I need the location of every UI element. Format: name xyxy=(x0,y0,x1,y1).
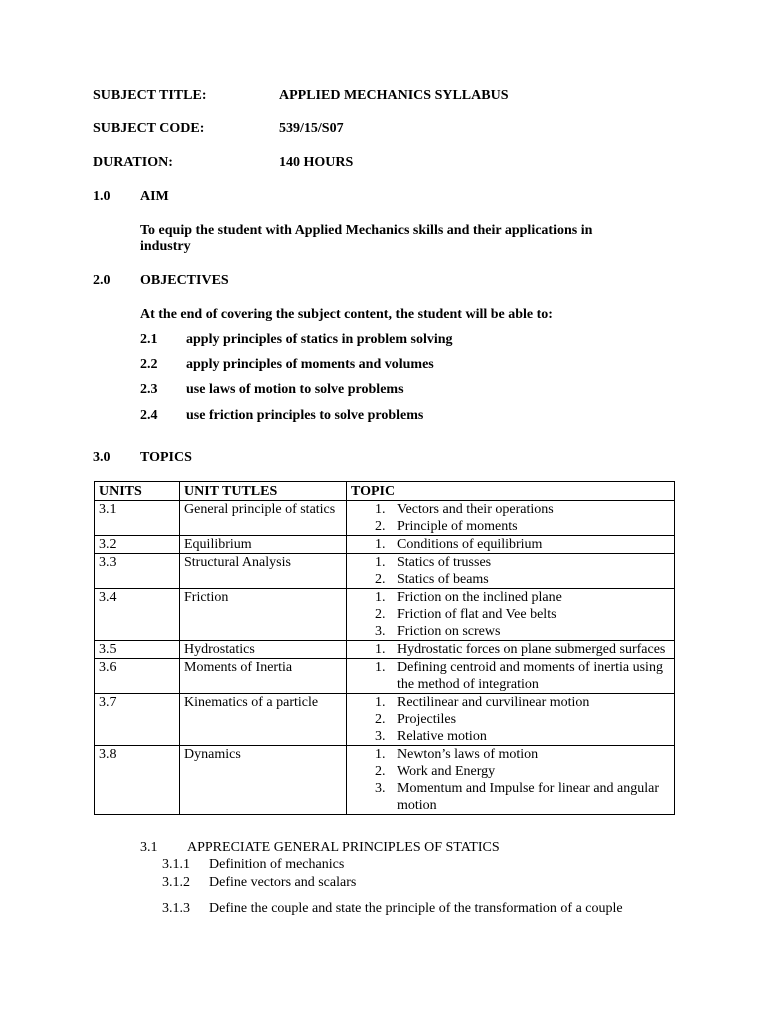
objective-text: use friction principles to solve problems xyxy=(186,408,424,423)
subsection-number: 3.1.1 xyxy=(162,857,190,872)
table-row xyxy=(95,694,675,746)
unit-title: General principle of statics xyxy=(180,501,347,536)
unit-title: Dynamics xyxy=(180,746,347,815)
objective-number: 2.1 xyxy=(140,332,158,347)
topic-text: Work and Energy xyxy=(397,764,496,779)
topic-item: 1. Friction on the inclined plane xyxy=(375,590,562,605)
unit-title: Moments of Inertia xyxy=(180,659,347,694)
subsection-text: Define vectors and scalars xyxy=(209,875,357,890)
subject-code-label: SUBJECT CODE: xyxy=(93,121,205,136)
topic-item: 1. Newton’s laws of motion xyxy=(375,747,539,762)
subsection-number: 3.1.3 xyxy=(162,901,190,916)
topic-text: Friction on screws xyxy=(397,624,501,639)
topic-item: 3. Relative motion xyxy=(375,729,487,744)
subject-title-label: SUBJECT TITLE: xyxy=(93,88,207,103)
topics-number: 3.0 xyxy=(93,450,111,465)
objective-number: 2.2 xyxy=(140,357,158,372)
topic-text: Projectiles xyxy=(397,712,457,727)
objective-number: 2.4 xyxy=(140,408,158,423)
table-row xyxy=(95,589,675,641)
table-row xyxy=(95,641,675,659)
subject-title-value: APPLIED MECHANICS SYLLABUS xyxy=(279,88,509,103)
unit-number: 3.2 xyxy=(95,536,180,554)
objective-text: apply principles of moments and volumes xyxy=(186,357,434,372)
aim-number: 1.0 xyxy=(93,189,111,204)
topic-cell xyxy=(347,694,675,746)
aim-text-line2: industry xyxy=(140,239,191,254)
topic-text: Friction on the inclined plane xyxy=(397,590,562,605)
topic-cell xyxy=(347,501,675,536)
unit-title: Hydrostatics xyxy=(180,641,347,659)
topic-item: 1. Conditions of equilibrium xyxy=(375,537,543,552)
section-number: 3.1 xyxy=(140,840,158,855)
topic-item: 2. Work and Energy xyxy=(375,764,496,779)
subsection-text: Define the couple and state the principle of the transformation of a couple xyxy=(209,901,623,916)
topic-item: 1. Vectors and their operations xyxy=(375,502,554,517)
topic-cell xyxy=(347,554,675,589)
unit-title: Equilibrium xyxy=(180,536,347,554)
objectives-number: 2.0 xyxy=(93,273,111,288)
topic-item: 1. Hydrostatic forces on plane submerged surfaces xyxy=(375,642,666,657)
table-row xyxy=(95,501,675,536)
objective-text: use laws of motion to solve problems xyxy=(186,382,404,397)
unit-number: 3.5 xyxy=(95,641,180,659)
column-header-units: UNITS xyxy=(95,482,180,501)
column-header-unit-titles: UNIT TUTLES xyxy=(180,482,347,501)
table-row xyxy=(95,659,675,694)
topic-item: 3. Friction on screws xyxy=(375,624,501,639)
topic-text: Statics of trusses xyxy=(397,555,492,570)
topics-heading: TOPICS xyxy=(140,450,192,465)
topic-item: 2. Statics of beams xyxy=(375,572,489,587)
unit-number: 3.6 xyxy=(95,659,180,694)
unit-number: 3.3 xyxy=(95,554,180,589)
section-heading: APPRECIATE GENERAL PRINCIPLES OF STATICS xyxy=(187,840,500,855)
subsection-number: 3.1.2 xyxy=(162,875,190,890)
table-row xyxy=(95,554,675,589)
objective-text: apply principles of statics in problem solving xyxy=(186,332,453,347)
topic-text: Momentum and Impulse for linear and angular motion xyxy=(397,781,660,813)
duration-label: DURATION: xyxy=(93,155,173,170)
unit-number: 3.7 xyxy=(95,694,180,746)
topic-item: 2. Friction of flat and Vee belts xyxy=(375,607,557,622)
topic-item: 3. Momentum and Impulse for linear and angular motion xyxy=(375,781,660,813)
topic-cell xyxy=(347,536,675,554)
topic-text: Rectilinear and curvilinear motion xyxy=(397,695,590,710)
topics-table xyxy=(94,481,675,815)
objectives-heading: OBJECTIVES xyxy=(140,273,229,288)
unit-title: Structural Analysis xyxy=(180,554,347,589)
table-row xyxy=(95,746,675,815)
topic-item: 2. Principle of moments xyxy=(375,519,518,534)
unit-title: Kinematics of a particle xyxy=(180,694,347,746)
column-header-topic: TOPIC xyxy=(347,482,675,501)
objective-number: 2.3 xyxy=(140,382,158,397)
topic-cell xyxy=(347,589,675,641)
subject-code-value: 539/15/S07 xyxy=(279,121,344,136)
topic-text: Statics of beams xyxy=(397,572,489,587)
aim-heading: AIM xyxy=(140,189,169,204)
topic-text: Conditions of equilibrium xyxy=(397,537,543,552)
topic-text: Vectors and their operations xyxy=(397,502,554,517)
table-row xyxy=(95,536,675,554)
topic-text: Hydrostatic forces on plane submerged surfaces xyxy=(397,642,666,657)
topic-cell xyxy=(347,641,675,659)
topic-cell xyxy=(347,659,675,694)
duration-value: 140 HOURS xyxy=(279,155,354,170)
aim-text-line1: To equip the student with Applied Mechanics skills and their applications in xyxy=(140,223,593,238)
objectives-intro: At the end of covering the subject content, the student will be able to: xyxy=(140,307,553,322)
topic-text: Principle of moments xyxy=(397,519,518,534)
topic-text: Newton’s laws of motion xyxy=(397,747,539,762)
table-header-row xyxy=(95,482,675,501)
unit-number: 3.4 xyxy=(95,589,180,641)
topic-cell xyxy=(347,746,675,815)
topic-text: Friction of flat and Vee belts xyxy=(397,607,557,622)
unit-title: Friction xyxy=(180,589,347,641)
topic-item: 1. Defining centroid and moments of inertia using the method of integration xyxy=(375,660,663,692)
topic-item: 1. Statics of trusses xyxy=(375,555,492,570)
topic-item: 1. Rectilinear and curvilinear motion xyxy=(375,695,590,710)
unit-number: 3.1 xyxy=(95,501,180,536)
subsection-text: Definition of mechanics xyxy=(209,857,345,872)
unit-number: 3.8 xyxy=(95,746,180,815)
topic-text: Relative motion xyxy=(397,729,487,744)
topic-item: 2. Projectiles xyxy=(375,712,457,727)
topic-text: Defining centroid and moments of inertia using the method of integration xyxy=(397,660,663,692)
